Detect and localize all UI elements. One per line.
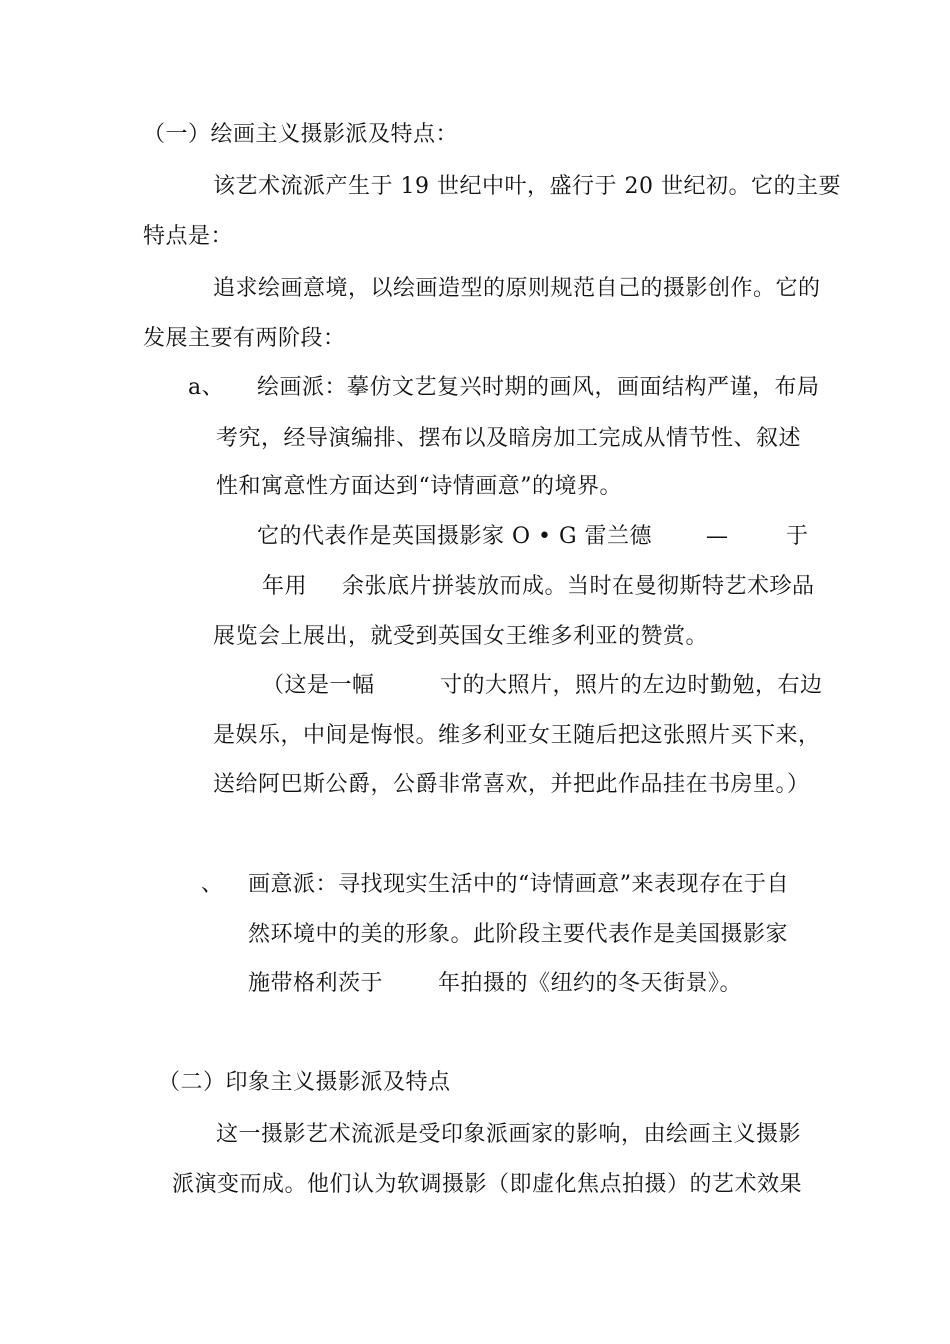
item-a-note-line-2: 是娱乐，中间是悔恨。维多利亚女王随后把这张照片买下来， [213,723,821,748]
item-a-representative-line-1a: 它的代表作是英国摄影家 O • G 雷兰德 [257,524,653,549]
item-a-line-1: 绘画派：摹仿文艺复兴时期的画风，画面结构严谨，布局 [257,375,820,400]
section-1-desc-line-1: 追求绘画意境，以绘画造型的原则规范自己的摄影创作。它的 [213,276,821,301]
item-a-line-2: 考究，经导演编排、摆布以及暗房加工完成从情节性、叙述 [216,426,802,451]
item-a-representative-line-3: 展览会上展出，就受到英国女王维多利亚的赞赏。 [213,624,709,649]
item-b-line-3a: 施带格利茨于 [248,971,384,996]
item-a-marker: a、 [188,375,225,400]
item-a-note-line-1a: （这是一幅 [262,673,375,698]
item-a-representative-line-2b: 余张底片拼装放而成。当时在曼彻斯特艺术珍品 [342,574,815,599]
item-b-line-1: 画意派：寻找现实生活中的“诗情画意”来表现存在于自 [248,872,789,897]
item-b-line-2: 然环境中的美的形象。此阶段主要代表作是美国摄影家 [248,922,789,947]
section-1-intro-line-2: 特点是： [143,224,234,249]
item-a-line-3: 性和寓意性方面达到“诗情画意”的境界。 [216,474,622,499]
item-b-marker: 、 [201,872,224,897]
item-a-representative-line-1b: — [706,524,729,549]
item-a-note-line-3: 送给阿巴斯公爵，公爵非常喜欢，并把此作品挂在书房里。） [213,772,810,797]
item-a-representative-line-2a: 年用 [262,574,308,599]
section-1-intro-line-1: 该艺术流派产生于 19 世纪中叶，盛行于 20 世纪初。它的主要 [213,174,841,199]
item-a-representative-line-1c: 于 [786,524,809,549]
section-1-heading: （一）绘画主义摄影派及特点： [143,122,459,147]
section-2-line-2: 派演变而成。他们认为软调摄影（即虚化焦点拍摄）的艺术效果 [172,1172,803,1197]
section-1-desc-line-2: 发展主要有两阶段： [143,326,346,351]
section-2-line-1: 这一摄影艺术流派是受印象派画家的影响，由绘画主义摄影 [216,1122,802,1147]
item-b-line-3b: 年拍摄的《纽约的冬天街景》。 [438,971,743,996]
item-a-note-line-1b: 寸的大照片，照片的左边时勤勉，右边 [440,673,823,698]
section-2-heading: （二）印象主义摄影派及特点 [158,1070,451,1095]
